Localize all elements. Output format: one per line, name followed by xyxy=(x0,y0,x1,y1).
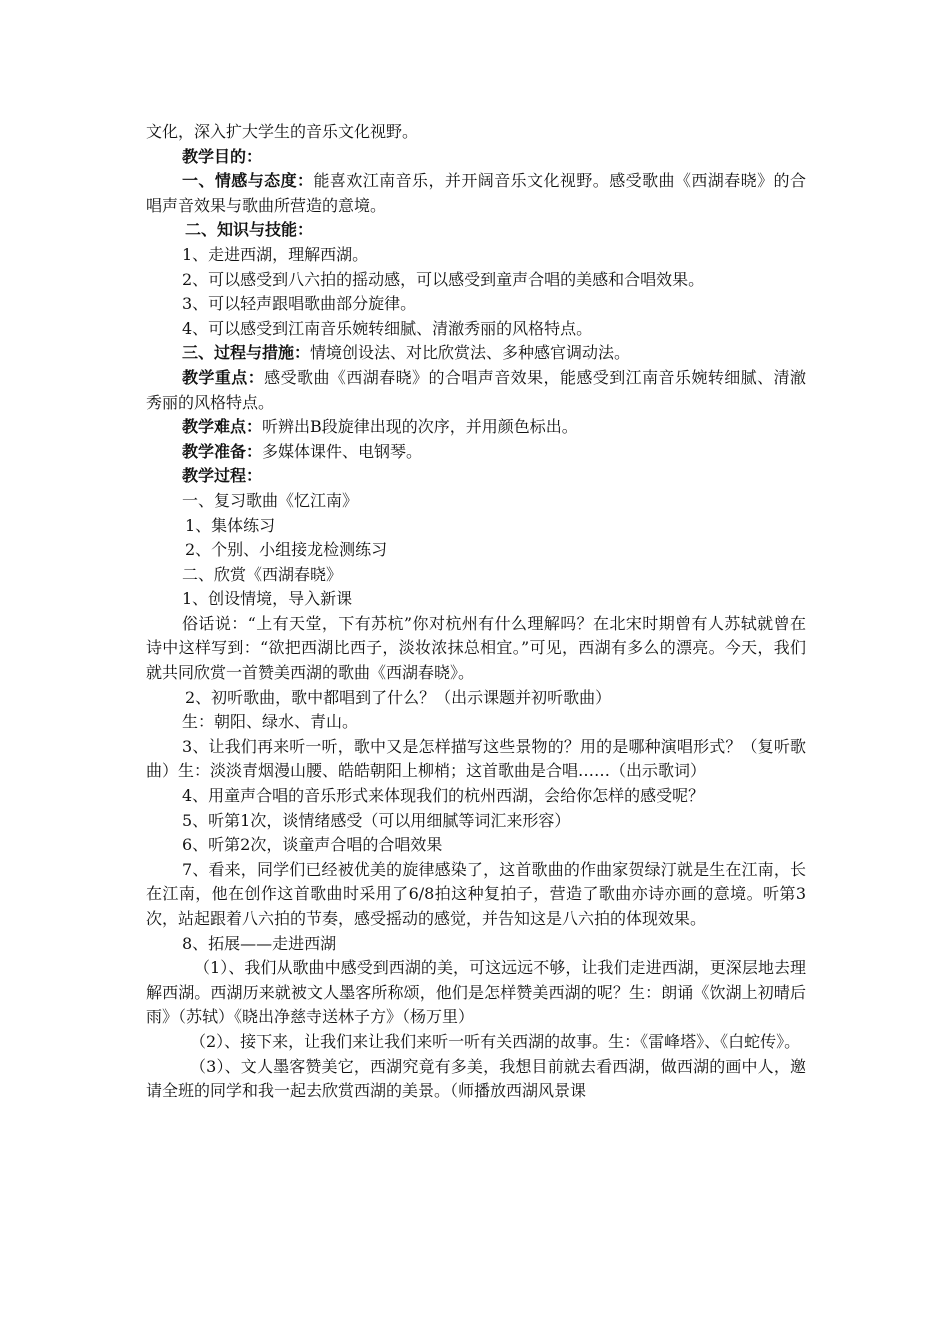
list-item-step-1: 1、创设情境，导入新课 xyxy=(182,589,353,609)
heading-knowledge-skills: 二、知识与技能： xyxy=(185,220,314,240)
list-item-skill-1: 1、走进西湖，理解西湖。 xyxy=(182,244,369,264)
list-item-review-2: 2、个别、小组接龙检测练习 xyxy=(185,540,388,560)
paragraph-emotion-attitude: 一、情感与态度：能喜欢江南音乐，并开阔音乐文化视野。感受歌曲《西湖春晓》的合唱声音效果与歌曲所营造的意境。 xyxy=(146,171,806,215)
paragraph-student-answer: 生：朝阳、绿水、青山。 xyxy=(182,712,359,732)
sub-item-extension-2: （2）、接下来，让我们来让我们来听一听有关西湖的故事。生：《雷峰塔》、《白蛇传》。 xyxy=(190,1031,801,1051)
list-item-step-6: 6、听第2次，谈童声合唱的合唱效果 xyxy=(182,835,443,855)
list-item-skill-2: 2、可以感受到八六拍的摇动感，可以感受到童声合唱的美感和合唱效果。 xyxy=(182,269,705,289)
sub-item-extension-3: （3）、文人墨客赞美它，西湖究竟有多美，我想目前就去看西湖，做西湖的画中人，邀请全班的同学和我一起去欣赏西湖的美景。（师播放西湖风景课 xyxy=(146,1056,806,1101)
list-item-step-8: 8、拓展——走进西湖 xyxy=(182,933,337,953)
heading-teaching-process: 教学过程： xyxy=(182,466,263,486)
paragraph-teaching-difficulty: 教学难点：听辨出B段旋律出现的次序，并用颜色标出。 xyxy=(182,417,578,437)
paragraph-teaching-preparation: 教学准备：多媒体课件、电钢琴。 xyxy=(182,441,423,461)
list-item-step-2: 2、初听歌曲，歌中都唱到了什么？（出示课题并初听歌曲） xyxy=(185,687,612,707)
list-item-skill-3: 3、可以轻声跟唱歌曲部分旋律。 xyxy=(182,294,417,314)
paragraph-introduction-story: 俗话说：“上有天堂，下有苏杭”你对杭州有什么理解吗？在北宋时期曾有人苏轼就曾在诗中这样写到：“欲把西湖比西子，淡妆浓抹总相宜。”可见，西湖有多么的漂亮。今天，我们就共同欣赏一首赞美西湖的歌曲《西湖春晓》。 xyxy=(146,613,806,683)
list-item-step-4: 4、用童声合唱的音乐形式来体现我们的杭州西湖，会给你怎样的感受呢？ xyxy=(182,786,705,806)
list-item-step-7: 7、看来，同学们已经被优美的旋律感染了，这首歌曲的作曲家贺绿汀就是生在江南，长在江南，他在创作这首歌曲时采用了6/8拍这种复拍子，营造了歌曲亦诗亦画的意境。听第3次，站起跟着八六拍的节奏，感受摇动的感觉，并告知这是八六拍的体现效果。 xyxy=(146,859,806,928)
heading-teaching-objectives: 教学目的： xyxy=(182,146,263,166)
paragraph-intro-continuation: 文化，深入扩大学生的音乐文化视野。 xyxy=(146,122,419,141)
sub-item-extension-1: （1）、我们从歌曲中感受到西湖的美，可这远远不够，让我们走进西湖，更深层地去理解西湖。西湖历来就被文人墨客所称颂，他们是怎样赞美西湖的呢？生：朗诵《饮湖上初晴后雨》（苏轼）《晓出净慈寺送林子方》（杨万里） xyxy=(146,958,806,1027)
list-item-skill-4: 4、可以感受到江南音乐婉转细腻、清澈秀丽的风格特点。 xyxy=(182,318,593,338)
document-page xyxy=(146,120,806,1104)
paragraph-process-methods: 三、过程与措施：情境创设法、对比欣赏法、多种感官调动法。 xyxy=(182,343,631,363)
list-item-step-3: 3、让我们再来听一听，歌中又是怎样描写这些景物的？用的是哪种演唱形式？（复听歌曲）生：淡淡青烟漫山腰、皓皓朝阳上柳梢；这首歌曲是合唱……（出示歌词） xyxy=(146,736,806,781)
paragraph-teaching-focus: 教学重点：感受歌曲《西湖春晓》的合唱声音效果，能感受到江南音乐婉转细腻、清澈秀丽的风格特点。 xyxy=(146,367,806,412)
section-appreciate-song: 二、欣赏《西湖春晓》 xyxy=(182,564,343,584)
section-review-song: 一、复习歌曲《忆江南》 xyxy=(182,490,359,510)
list-item-review-1: 1、集体练习 xyxy=(185,515,276,535)
list-item-step-5: 5、听第1次，谈情绪感受（可以用细腻等词汇来形容） xyxy=(182,810,571,830)
